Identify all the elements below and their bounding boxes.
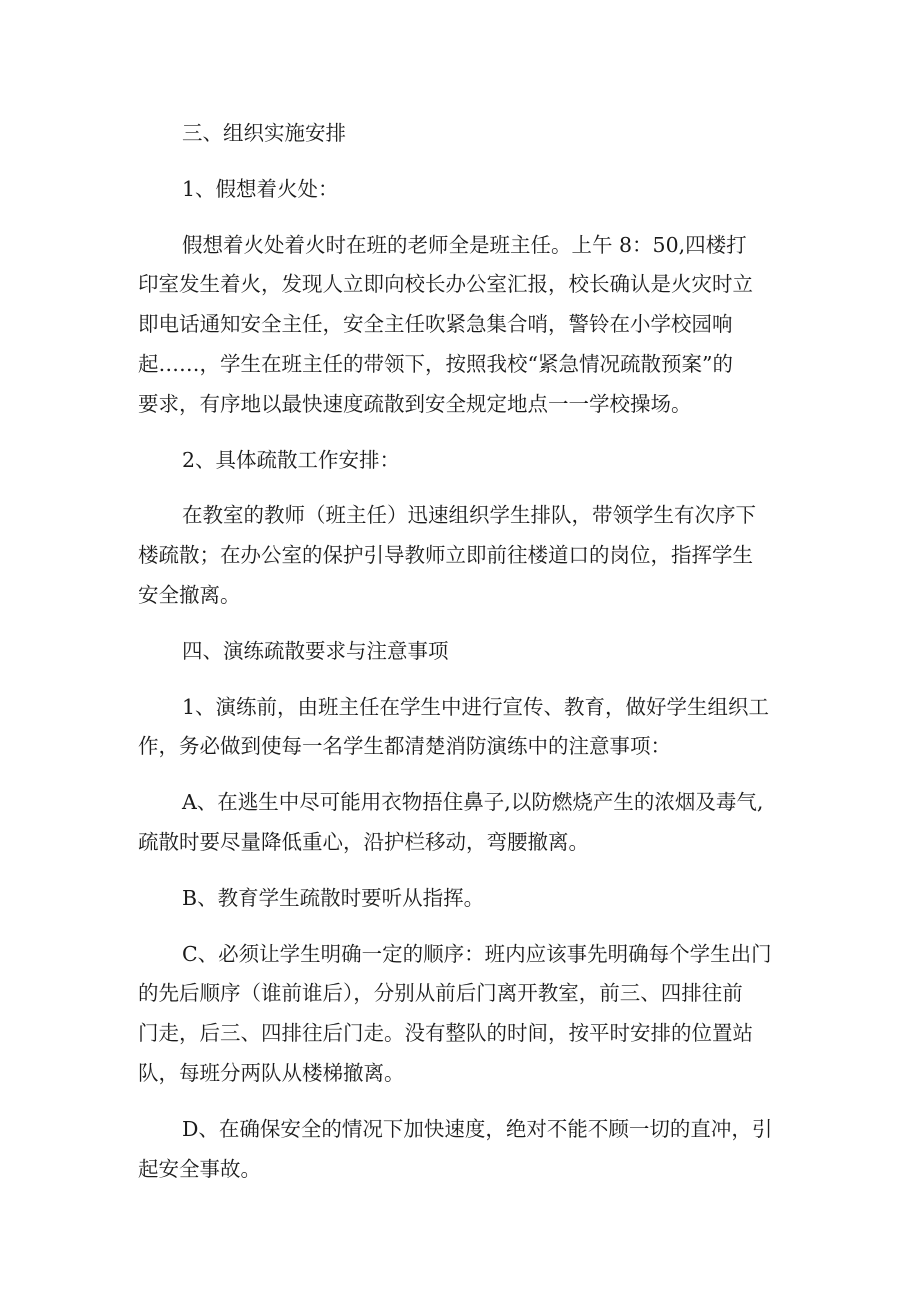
- paragraph-line: 队，每班分两队从楼梯撤离。: [138, 1060, 405, 1085]
- paragraph-line: 在教室的教师（班主任）迅速组织学生排队，带领学生有次序下: [182, 503, 756, 528]
- section-heading-3: 三、组织实施安排: [182, 121, 346, 145]
- paragraph-line: 楼疏散；在办公室的保护引导教师立即前往楼道口的岗位，指挥学生: [138, 543, 753, 568]
- paragraph-line: 假想着火处着火时在班的老师全是班主任。上午 8：50,四楼打: [182, 232, 747, 257]
- section-heading-4: 四、演练疏散要求与注意事项: [182, 638, 449, 663]
- paragraph-line: 要求，有序地以最快速度疏散到安全规定地点一一学校操场。: [138, 391, 692, 416]
- paragraph-line: 即电话通知安全主任，安全主任吹紧急集合哨，警铃在小学校园响: [138, 312, 733, 337]
- paragraph-fire-location: [138, 226, 788, 425]
- paragraph-line: 起安全事故。: [138, 1156, 261, 1181]
- subsection-title-3-1: 1、假想着火处：: [182, 176, 339, 201]
- paragraph-item-c: [138, 935, 788, 1094]
- paragraph-item-d: [138, 1110, 788, 1190]
- paragraph-item-b: B、教育学生疏散时要听从指挥。: [182, 885, 485, 910]
- document-body: [138, 114, 788, 1189]
- paragraph-line: 门走，后三、四排往后门走。没有整队的时间，按平时安排的位置站: [138, 1021, 753, 1046]
- paragraph-evacuation-arrangement: [138, 496, 788, 615]
- paragraph-line: 作，务必做到使每一名学生都清楚消防演练中的注意事项：: [138, 734, 671, 759]
- paragraph-line: 印室发生着火，发现人立即向校长办公室汇报，校长确认是火灾时立: [138, 272, 753, 297]
- paragraph-line: 起……，学生在班主任的带领下，按照我校“紧急情况疏散预案”的: [138, 351, 733, 376]
- paragraph-line: C、必须让学生明确一定的顺序：班内应该事先明确每个学生出门: [182, 941, 772, 966]
- paragraph-line: D、在确保安全的情况下加快速度，绝对不能不顾一切的直冲，引: [182, 1116, 773, 1141]
- paragraph-line: 1、演练前，由班主任在学生中进行宣传、教育，做好学生组织工: [182, 694, 770, 719]
- paragraph-before-drill: [138, 688, 788, 768]
- subsection-title-3-2: 2、具体疏散工作安排：: [182, 447, 401, 472]
- paragraph-line: 安全撤离。: [138, 582, 241, 607]
- paragraph-line: 疏散时要尽量降低重心，沿护栏移动，弯腰撤离。: [138, 829, 589, 854]
- paragraph-item-a: [138, 783, 788, 863]
- paragraph-line: 的先后顺序（谁前谁后），分别从前后门离开教室，前三、四排往前: [138, 981, 743, 1006]
- paragraph-line: A、在逃生中尽可能用衣物捂住鼻子,以防燃烧产生的浓烟及毒气,: [182, 790, 764, 815]
